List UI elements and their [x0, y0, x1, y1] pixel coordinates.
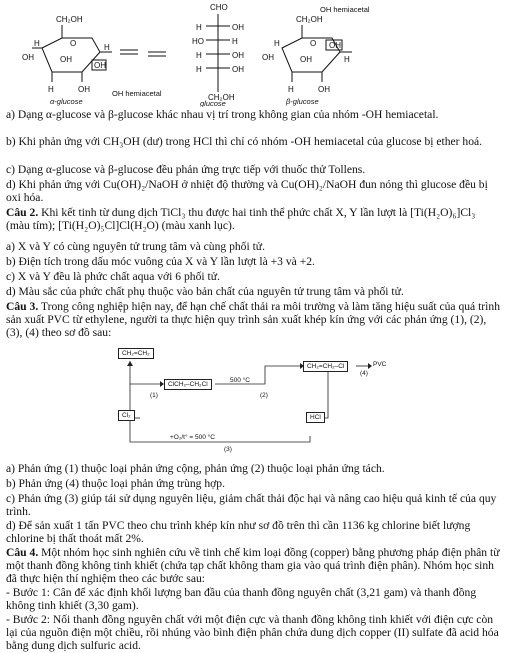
svg-text:OH: OH	[94, 61, 106, 70]
q1-option-a: a) Dạng α-glucose và β-glucose khác nhau vị trí trong không gian của nhóm -OH hemiacetal.	[6, 108, 439, 121]
svg-text:OH: OH	[232, 51, 244, 60]
svg-text:OH: OH	[78, 85, 90, 94]
svg-text:H: H	[196, 51, 202, 60]
pvc-process-diagram	[110, 346, 430, 454]
glucose-structures-figure	[20, 0, 490, 107]
svg-text:OH: OH	[329, 41, 341, 50]
label-oh-hemiacetal-top: OH hemiacetal	[320, 5, 370, 14]
q1-option-d: d) Khi phản ứng với Cu(OH)₂/NaOH ở nhiệt độ thường và Cu(OH)₂/NaOH đun nóng thì glucose đều bị oxi hóa.	[6, 178, 488, 205]
svg-text:CH₂OH: CH₂OH	[296, 15, 323, 24]
q2-intro: Khi kết tinh từ dung dịch TiCl₃ thu được hai tinh thể phức chất X, Y lần lượt là [Ti(H₂O)₆]Cl₃ (màu tím); [Ti(H₂O)₅Cl]Cl(H₂O) (màu xanh lục).	[6, 206, 476, 233]
svg-text:OH: OH	[300, 55, 312, 64]
label-oh-hemiacetal-bottom: OH hemiacetal	[112, 89, 162, 98]
svg-text:H: H	[274, 39, 280, 48]
q3-title: Câu 3.	[6, 300, 39, 313]
q4-step-2: - Bước 2: Nối thanh đồng nguyên chất với một điện cực và thanh đồng không tinh khiết với điện cực còn lại của nguồn điện một chiều, rồi nhúng vào bình điện phân chứa dung dịch copper (II) sulfate đã acid hóa bằng dung dịch sulfuric acid.	[6, 613, 499, 653]
q4-intro: Một nhóm học sinh nghiên cứu về tinh chế kim loại đồng (copper) bằng phương pháp điện phân từ một thanh đồng không tinh khiết (chứa tạp chất không tham gia vào quá trình điện phân). Nhóm học sinh đã thực hiện thí nghiệm theo các bước sau:	[6, 546, 500, 586]
diagram-reaction-2: (2)	[260, 392, 268, 399]
diagram-box-ethylene: CH₂=CH₂	[118, 348, 154, 359]
label-open-glucose: glucose	[200, 99, 226, 107]
q1-option-b: b) Khi phản ứng với CH₃OH (dư) trong HCl thì chỉ có nhóm -OH hemiacetal của glucose bị ether hoá.	[6, 135, 483, 148]
q2-option-c: c) X và Y đều là phức chất aqua với 6 phối tử.	[6, 270, 220, 283]
svg-text:H: H	[104, 43, 110, 52]
q3-statement	[6, 300, 500, 340]
label-alpha-glucose: α-glucose	[50, 97, 83, 106]
q3-option-b: b) Phản ứng (4) thuộc loại phản ứng trùng hợp.	[6, 477, 225, 490]
svg-text:OH: OH	[262, 53, 274, 62]
q3-intro: Trong công nghiệp hiện nay, để hạn chế chất thải ra môi trường và làm tăng hiệu suất của quá trình sản xuất PVC từ ethylene, người ta thực hiện quy trình sản xuất khép kín ứng với các phản ứng (1), (2), (3), (4) theo sơ đồ sau:	[6, 300, 500, 340]
svg-text:H: H	[34, 39, 40, 48]
q3-option-d: d) Để sản xuất 1 tấn PVC theo chu trình khép kín như sơ đồ trên thì cần 1136 kg chlorine biết lượng chlorine bị thất thoát mất 2%.	[6, 519, 471, 546]
diagram-condition-o2: +O₂/t° = 500 °C	[170, 434, 215, 441]
q4-title: Câu 4.	[6, 546, 39, 559]
q3-option-a: a) Phản ứng (1) thuộc loại phản ứng cộng, phản ứng (2) thuộc loại phản ứng tách.	[6, 462, 385, 475]
q3-option-c: c) Phản ứng (3) giúp tái sử dụng nguyên liệu, giảm chất thải độc hại và nâng cao hiệu quả kinh tế của quy trình.	[6, 492, 497, 519]
svg-text:CHO: CHO	[210, 3, 228, 12]
diagram-label-pvc: PVC	[373, 361, 387, 368]
svg-text:CH₂OH: CH₂OH	[208, 93, 235, 102]
svg-text:OH: OH	[232, 65, 244, 74]
diagram-reaction-4: (4)	[360, 370, 368, 377]
svg-text:H: H	[48, 85, 54, 94]
diagram-box-cl2: Cl₂	[118, 410, 135, 421]
diagram-condition-500: 500 °C	[230, 377, 250, 384]
diagram-reaction-1: (1)	[150, 392, 158, 399]
svg-text:H: H	[196, 23, 202, 32]
diagram-box-vinyl-chloride: CH₂=CH₂–Cl	[303, 361, 348, 372]
q2-option-d: d) Màu sắc của phức chất phụ thuộc vào bản chất của nguyên tử trung tâm và phối tử.	[6, 285, 404, 298]
svg-text:H: H	[196, 65, 202, 74]
svg-text:OH: OH	[22, 53, 34, 62]
svg-text:H: H	[344, 55, 350, 64]
svg-text:OH: OH	[318, 85, 330, 94]
svg-text:H: H	[288, 85, 294, 94]
svg-text:O: O	[70, 39, 77, 48]
q1-option-c: c) Dạng α-glucose và β-glucose đều phản ứng trực tiếp với thuốc thử Tollens.	[6, 163, 366, 176]
diagram-box-dichloroethane: ClCH₂–CH₂Cl	[164, 379, 212, 390]
svg-text:CH₂OH: CH₂OH	[56, 15, 83, 24]
q4-step-1: - Bước 1: Cân để xác định khối lượng ban đầu của thanh đồng nguyên chất (3,21 gam) và thanh đồng không tinh khiết (3,30 gam).	[6, 586, 477, 613]
svg-text:O: O	[310, 39, 317, 48]
svg-text:HO: HO	[192, 37, 204, 46]
q2-option-b: b) Điện tích trong dấu móc vuông của X và Y lần lượt là +3 và +2.	[6, 255, 315, 268]
diagram-box-hcl: HCl	[306, 412, 325, 423]
q2-statement	[6, 206, 500, 232]
q2-title: Câu 2.	[6, 206, 39, 219]
q4-statement	[6, 546, 500, 586]
label-beta-glucose: β-glucose	[286, 97, 319, 106]
diagram-reaction-3: (3)	[224, 446, 232, 453]
svg-text:H: H	[232, 37, 238, 46]
svg-text:OH: OH	[60, 55, 72, 64]
svg-text:OH: OH	[232, 23, 244, 32]
q2-option-a: a) X và Y có cùng nguyên tử trung tâm và cùng phối tử.	[6, 240, 265, 253]
